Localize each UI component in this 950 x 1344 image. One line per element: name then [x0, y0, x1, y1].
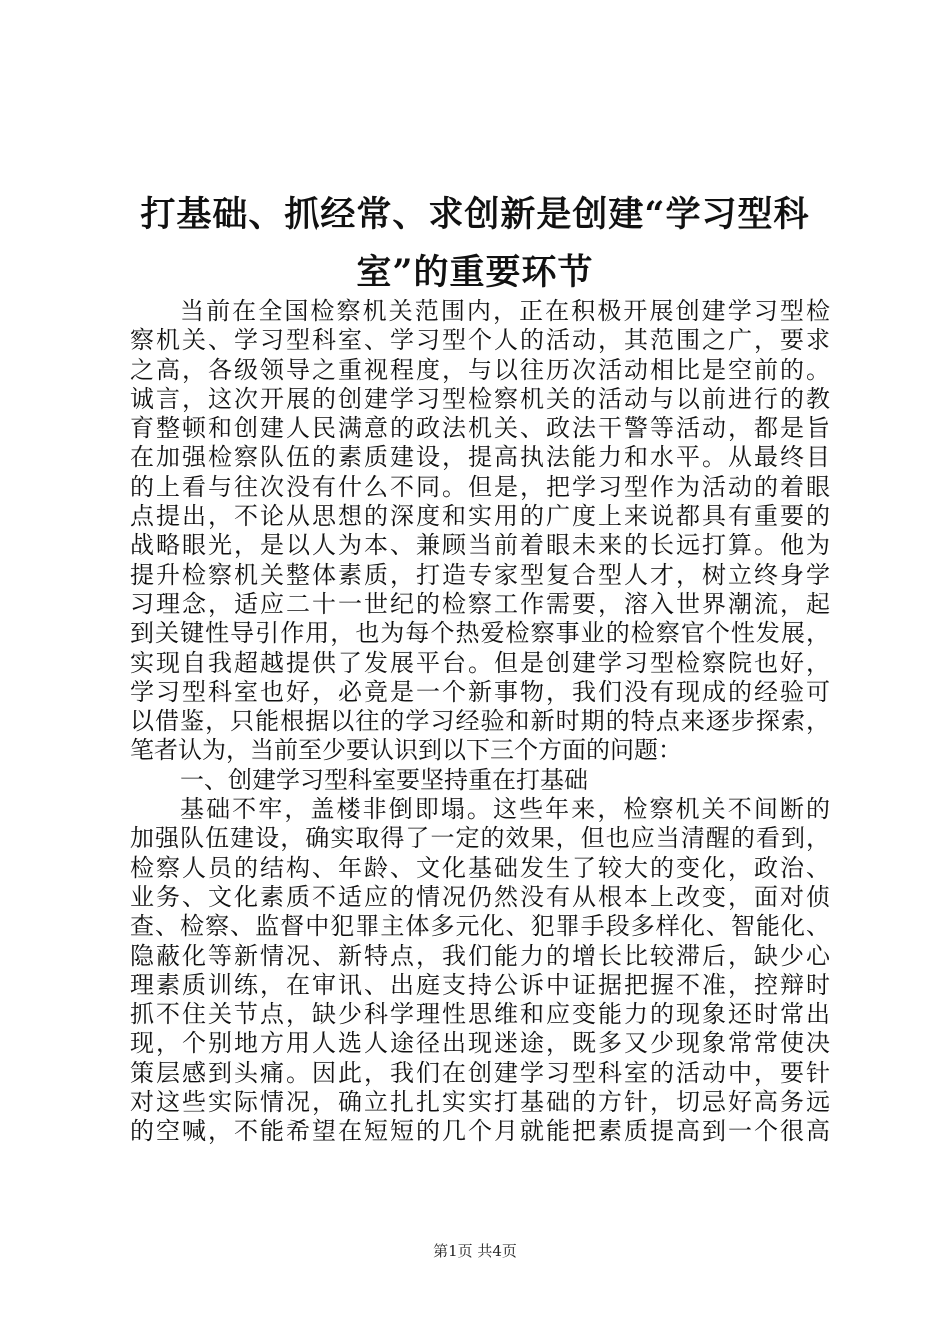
paragraph-line: 加强队伍建设，确实取得了一定的效果，但也应当清醒的看到，	[130, 824, 830, 853]
paragraph-line: 业务、文化素质不适应的情况仍然没有从根本上改变，面对侦	[130, 882, 830, 911]
document-body	[130, 297, 830, 1147]
paragraph-line: 育整顿和创建人民满意的政法机关、政法干警等活动，都是旨	[130, 414, 830, 443]
paragraph-line: 查、检察、监督中犯罪主体多元化、犯罪手段多样化、智能化、	[130, 912, 830, 941]
paragraph-line: 笔者认为，当前至少要认识到以下三个方面的问题：	[130, 736, 682, 765]
paragraph-line: 实现自我超越提供了发展平台。但是创建学习型检察院也好，	[130, 648, 830, 677]
paragraph-line: 现，个别地方用人选人途径出现迷途，既多又少现象常常使决	[130, 1029, 830, 1058]
document-title	[120, 186, 830, 302]
title-line: 打基础、抓经常、求创新是创建“学习型科	[140, 194, 810, 235]
paragraph-line: 以借鉴，只能根据以往的学习经验和新时期的特点来逐步探索，	[130, 707, 830, 736]
title-line: 室”的重要环节	[356, 252, 594, 293]
paragraph-line: 当前在全国检察机关范围内，正在积极开展创建学习型检	[180, 297, 830, 325]
paragraph-line: 诚言，这次开展的创建学习型检察机关的活动与以前进行的教	[130, 384, 830, 413]
paragraph-line: 点提出，不论从思想的深度和实用的广度上来说都具有重要的	[130, 502, 830, 531]
paragraph-line: 在加强检察队伍的素质建设，提高执法能力和水平。从最终目	[130, 443, 830, 472]
paragraph-line: 的上看与往次没有什么不同。但是，把学习型作为活动的着眼	[130, 472, 830, 501]
paragraph-line: 察机关、学习型科室、学习型个人的活动，其范围之广，要求	[130, 326, 830, 355]
paragraph-line: 战略眼光，是以人为本、兼顾当前着眼未来的长远打算。他为	[130, 531, 830, 560]
paragraph-line: 理素质训练，在审讯、出庭支持公诉中证据把握不准，控辩时	[130, 970, 830, 999]
paragraph-line: 策层感到头痛。因此，我们在创建学习型科室的活动中，要针	[130, 1058, 830, 1087]
paragraph-line: 学习型科室也好，必竟是一个新事物，我们没有现成的经验可	[130, 677, 830, 706]
paragraph-line: 习理念，适应二十一世纪的检察工作需要，溶入世界潮流，起	[130, 589, 830, 618]
paragraph-line: 检察人员的结构、年龄、文化基础发生了较大的变化，政治、	[130, 853, 830, 882]
paragraph-line: 的空喊，不能希望在短短的几个月就能把素质提高到一个很高	[130, 1117, 830, 1146]
section-heading: 一、创建学习型科室要坚持重在打基础	[180, 765, 588, 794]
paragraph-line: 提升检察机关整体素质，打造专家型复合型人才，树立终身学	[130, 560, 830, 589]
paragraph-line: 基础不牢，盖楼非倒即塌。这些年来，检察机关不间断的	[180, 795, 830, 824]
paragraph-line: 到关键性导引作用，也为每个热爱检察事业的检察官个性发展，	[130, 619, 830, 648]
paragraph-line: 抓不住关节点，缺少科学理性思维和应变能力的现象还时常出	[130, 1000, 830, 1029]
paragraph-line: 之高，各级领导之重视程度，与以往历次活动相比是空前的。	[130, 355, 830, 384]
paragraph-line: 隐蔽化等新情况、新特点，我们能力的增长比较滞后，缺少心	[130, 941, 830, 970]
page-number-footer: 第1页 共4页	[433, 1242, 517, 1260]
paragraph-line: 对这些实际情况，确立扎扎实实打基础的方针，切忌好高务远	[130, 1088, 830, 1117]
